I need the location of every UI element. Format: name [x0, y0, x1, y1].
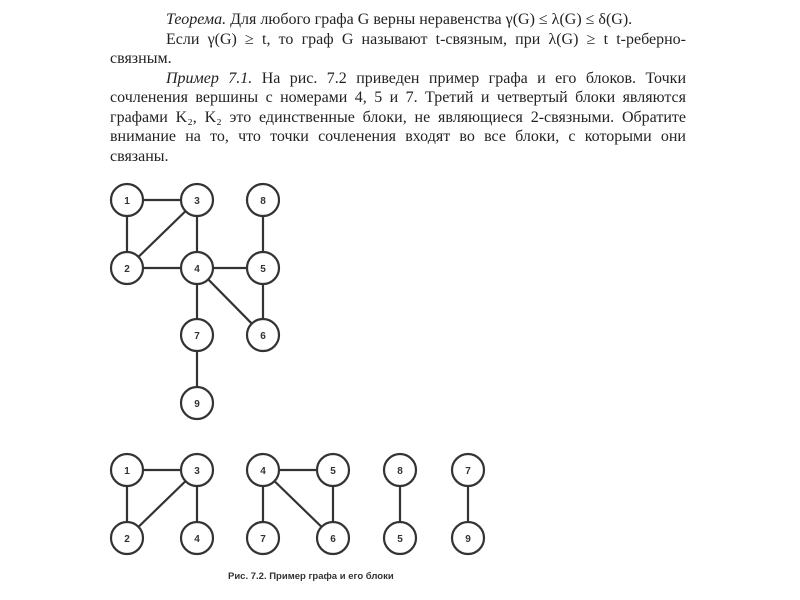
block-4-vertex-7 — [452, 454, 484, 486]
vertex-4 — [181, 252, 213, 284]
block-1-vertex-4-label: 4 — [194, 534, 200, 545]
vertex-9-label: 9 — [194, 399, 200, 410]
vertex-1-label: 1 — [124, 196, 130, 207]
block-3-vertex-8 — [384, 454, 416, 486]
vertex-7 — [181, 319, 213, 351]
figure-caption: Рис. 7.2. Пример графа и его блоки — [228, 571, 394, 582]
block-1-vertex-3-label: 3 — [194, 466, 200, 477]
block-1-vertex-1-label: 1 — [124, 466, 130, 477]
block-1-vertex-1 — [111, 454, 143, 486]
block-2-vertex-4-label: 4 — [260, 466, 266, 477]
block-4 — [452, 454, 484, 554]
block-1 — [111, 454, 213, 554]
vertex-7-label: 7 — [194, 331, 200, 342]
vertex-6-label: 6 — [260, 331, 266, 342]
block-1-vertex-3 — [181, 454, 213, 486]
block-1-vertex-2-label: 2 — [124, 534, 130, 545]
block-2-vertex-7-label: 7 — [260, 534, 266, 545]
block-2-vertex-7 — [247, 522, 279, 554]
theorem-label: Теорема. — [166, 11, 227, 28]
block-1-vertex-4 — [181, 522, 213, 554]
theorem-text: Для любого графа G верны неравенства γ(G) ≤ λ(G) ≤ δ(G). — [230, 11, 633, 28]
block-2-vertex-6-label: 6 — [330, 534, 336, 545]
block-2-vertex-6 — [317, 522, 349, 554]
vertex-1 — [111, 184, 143, 216]
block-4-vertex-9-label: 9 — [465, 534, 471, 545]
vertex-5-label: 5 — [260, 264, 266, 275]
vertex-6 — [247, 319, 279, 351]
main-graph-edges — [127, 200, 263, 403]
vertex-2-label: 2 — [124, 264, 130, 275]
block-4-vertex-9 — [452, 522, 484, 554]
vertex-5 — [247, 252, 279, 284]
main-graph — [111, 184, 279, 419]
block-4-vertex-7-label: 7 — [465, 466, 471, 477]
block-3-vertex-8-label: 8 — [397, 466, 403, 477]
block-2-vertex-5-label: 5 — [330, 466, 336, 477]
block-3 — [384, 454, 416, 554]
vertex-3-label: 3 — [194, 196, 200, 207]
definition-text: Если γ(G) ≥ t, то граф G называют t-связным, при λ(G) ≥ t t-реберно-связным. — [110, 30, 686, 67]
vertex-2 — [111, 252, 143, 284]
example-text: На рис. 7.2 приведен пример графа и его блоков. Точки сочленения вершины с номерами 4, 5 и 7. Третий и четвертый блоки являются графами K₂, K₂ это единственные блоки, не являющиеся 2-связными. Обратите внимание на то, что точки сочленения входят во все блоки, с которыми они связаны. — [110, 69, 687, 165]
vertex-8 — [247, 184, 279, 216]
block-2-vertex-4 — [247, 454, 279, 486]
vertex-8-label: 8 — [260, 196, 266, 207]
block-2-vertex-5 — [317, 454, 349, 486]
vertex-3 — [181, 184, 213, 216]
block-3-vertex-5-label: 5 — [397, 534, 403, 545]
block-2 — [247, 454, 349, 554]
block-3-vertex-5 — [384, 522, 416, 554]
vertex-4-label: 4 — [194, 264, 200, 275]
example-label: Пример 7.1. — [166, 69, 253, 87]
block-1-vertex-2 — [111, 522, 143, 554]
vertex-9 — [181, 387, 213, 419]
